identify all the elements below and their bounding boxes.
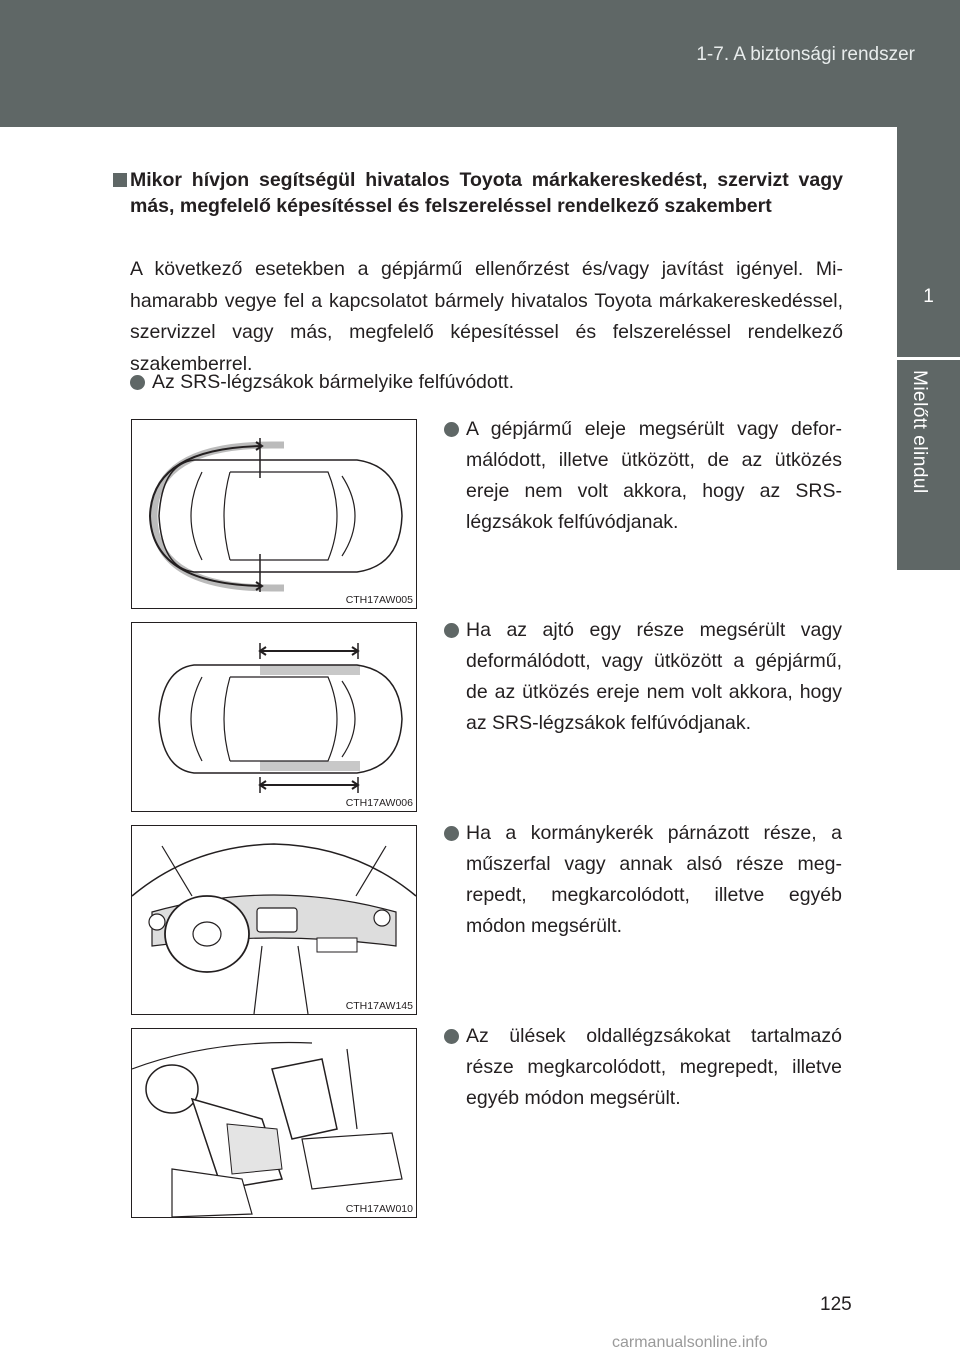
bullet-text: Ha az ajtó egy része megsérült vagy deformálódott, vagy ütközött a gépjármű, de az ütközés ereje nem volt akkora, hogy az SRS-légzsákok felfúvódjanak.	[466, 619, 842, 734]
intro-paragraph: A következő esetekben a gépjármű ellenőrzést és/vagy javítást igényel. Mihamarabb vegye fel a kapcsolatot bármely hivatalos Toyota márkakereskedéssel, szervizzel vagy más, megfelelő képesítéssel és felszereléssel rendelkező szakemberrel.	[130, 258, 843, 375]
bullet-text: Az SRS-légzsákok bármelyike felfúvódott.	[152, 371, 514, 393]
car-top-view-door-illustration	[132, 623, 416, 811]
bullet-dot-icon	[444, 623, 459, 638]
bullet-text: A gépjármű eleje megsérült vagy deformálódott, illetve ütközött, de az ütközés ereje nem volt akkora, hogy az SRS-légzsákok felfúvódjanak.	[466, 418, 842, 533]
seats-illustration	[132, 1029, 416, 1217]
bullet-text: Ha a kormánykerék párnázott része, a műszerfal vagy annak alsó része megrepedt, megkarcolódott, illetve egyéb módon megsérült.	[466, 822, 842, 937]
figure-code: CTH17AW145	[345, 1000, 413, 1012]
figure-dashboard	[131, 825, 417, 1015]
section-title: 1-7. A biztonsági rendszer	[696, 44, 915, 65]
heading-text: Mikor hívjon segítségül hivatalos Toyota márkakereskedést, szervizt vagy más, megfelelő képesítéssel és felszereléssel rendelkező szakembert	[130, 169, 843, 217]
chapter-tab-top	[897, 127, 960, 357]
bullet-dot-icon	[444, 1029, 459, 1044]
figure-front-damage	[131, 419, 417, 609]
chapter-label: Mielőtt elindul	[909, 370, 930, 494]
figure-code: CTH17AW006	[345, 797, 413, 809]
bullet-dot-icon	[444, 422, 459, 437]
bullet-item	[444, 818, 842, 942]
page-number: 125	[820, 1294, 852, 1315]
figure-code: CTH17AW010	[345, 1203, 413, 1215]
figure-code: CTH17AW005	[345, 594, 413, 606]
bullet-item	[444, 615, 842, 739]
chapter-number: 1	[923, 286, 934, 307]
square-bullet-icon	[113, 173, 127, 187]
page-header	[0, 0, 960, 127]
car-top-view-front-illustration	[132, 420, 416, 608]
bullet-item	[130, 367, 843, 398]
bullet-text: Az ülések oldallégzsákokat tartalmazó része megkarcolódott, megrepedt, illetve egyéb módon megsérült.	[466, 1025, 842, 1109]
figure-door-damage	[131, 622, 417, 812]
bullet-dot-icon	[444, 826, 459, 841]
bullet-item	[444, 1021, 842, 1114]
bullet-dot-icon	[130, 375, 145, 390]
dashboard-illustration	[132, 826, 416, 1014]
watermark: carmanualsonline.info	[612, 1334, 768, 1351]
subsection-heading	[106, 167, 843, 219]
figure-seats	[131, 1028, 417, 1218]
bullet-item	[444, 414, 842, 538]
